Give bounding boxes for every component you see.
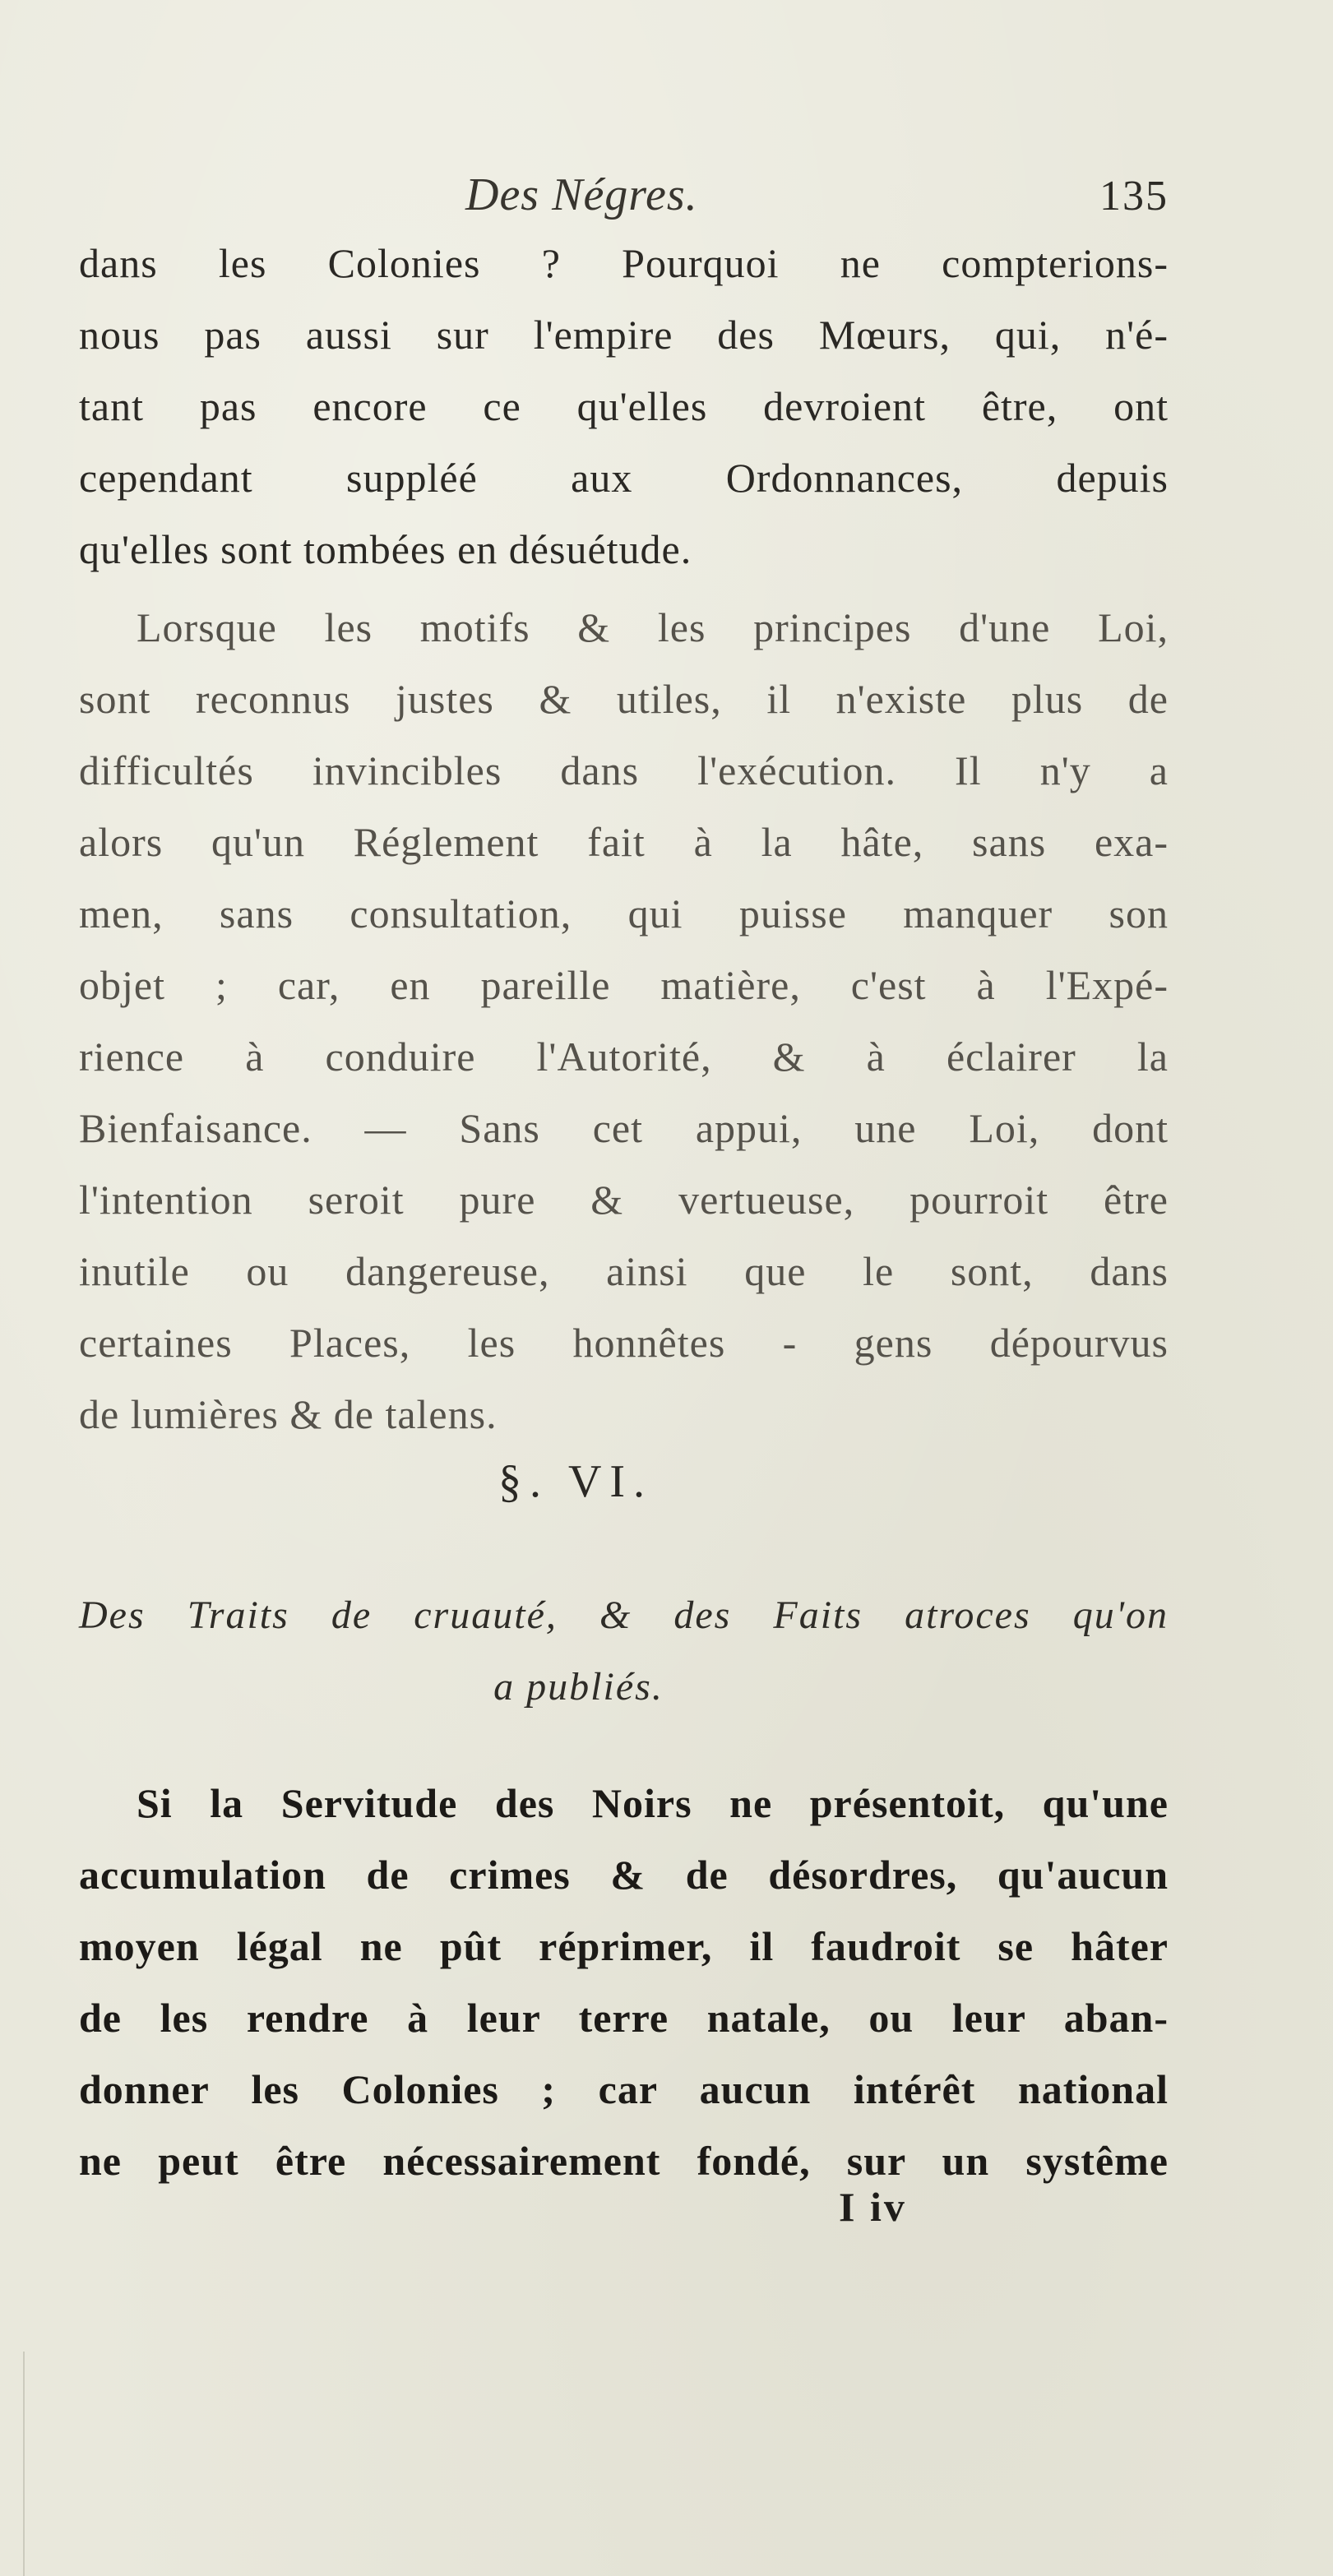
text-line: ne peut être nécessairement fondé, sur un systême: [79, 2138, 1169, 2184]
text-line: qu'elles sont tombées en désuétude.: [79, 526, 692, 572]
signature-mark: I iv: [839, 2184, 907, 2230]
text-line: men, sans consultation, qui puisse manquer son: [79, 890, 1169, 937]
running-head: [79, 169, 1169, 226]
text-line: nous pas aussi sur l'empire des Mœurs, qui, n'é-: [79, 312, 1169, 358]
paragraph-1: [79, 228, 1169, 585]
page-number: 135: [1099, 173, 1169, 220]
text-line: sont reconnus justes & utiles, il n'existe plus de: [79, 676, 1169, 722]
text-line: difficultés invincibles dans l'exécution. Il n'y a: [79, 747, 1169, 793]
section-heading: [79, 1580, 1169, 1723]
text-line: donner les Colonies ; car aucun intérêt national: [79, 2066, 1169, 2112]
section-mark: §. VI.: [498, 1456, 654, 1507]
text-line: cependant suppléé aux Ordonnances, depuis: [79, 455, 1169, 501]
text-line: Bienfaisance. — Sans cet appui, une Loi, dont: [79, 1105, 1169, 1151]
text-line: dans les Colonies ? Pourquoi ne compterions-: [79, 240, 1169, 286]
text-line: accumulation de crimes & de désordres, qu'aucun: [79, 1852, 1169, 1898]
text-line: certaines Places, les honnêtes - gens dépourvus: [79, 1320, 1169, 1366]
text-line: Si la Servitude des Noirs ne présentoit, qu'une: [137, 1780, 1169, 1826]
text-line: Lorsque les motifs & les principes d'une Loi,: [137, 604, 1169, 650]
text-line: alors qu'un Réglement fait à la hâte, sans exa-: [79, 819, 1169, 865]
text-line: rience à conduire l'Autorité, & à éclairer la: [79, 1034, 1169, 1080]
paragraph-3: [79, 1768, 1169, 2197]
section-heading-line: a publiés.: [493, 1665, 664, 1709]
paragraph-2: [79, 592, 1169, 1450]
running-title: Des Négres.: [465, 169, 698, 220]
text-line: de les rendre à leur terre natale, ou leur aban-: [79, 1995, 1169, 2041]
text-line: de lumières & de talens.: [79, 1391, 498, 1437]
page-edge-mark: [23, 2352, 25, 2576]
section-heading-line: Des Traits de cruauté, & des Faits atroces qu'on: [79, 1593, 1169, 1637]
text-line: objet ; car, en pareille matière, c'est à l'Expé-: [79, 962, 1169, 1008]
text-line: l'intention seroit pure & vertueuse, pourroit être: [79, 1177, 1169, 1223]
text-line: moyen légal ne pût réprimer, il faudroit se hâter: [79, 1923, 1169, 1969]
text-line: inutile ou dangereuse, ainsi que le sont, dans: [79, 1248, 1169, 1294]
text-line: tant pas encore ce qu'elles devroient être, ont: [79, 383, 1169, 429]
